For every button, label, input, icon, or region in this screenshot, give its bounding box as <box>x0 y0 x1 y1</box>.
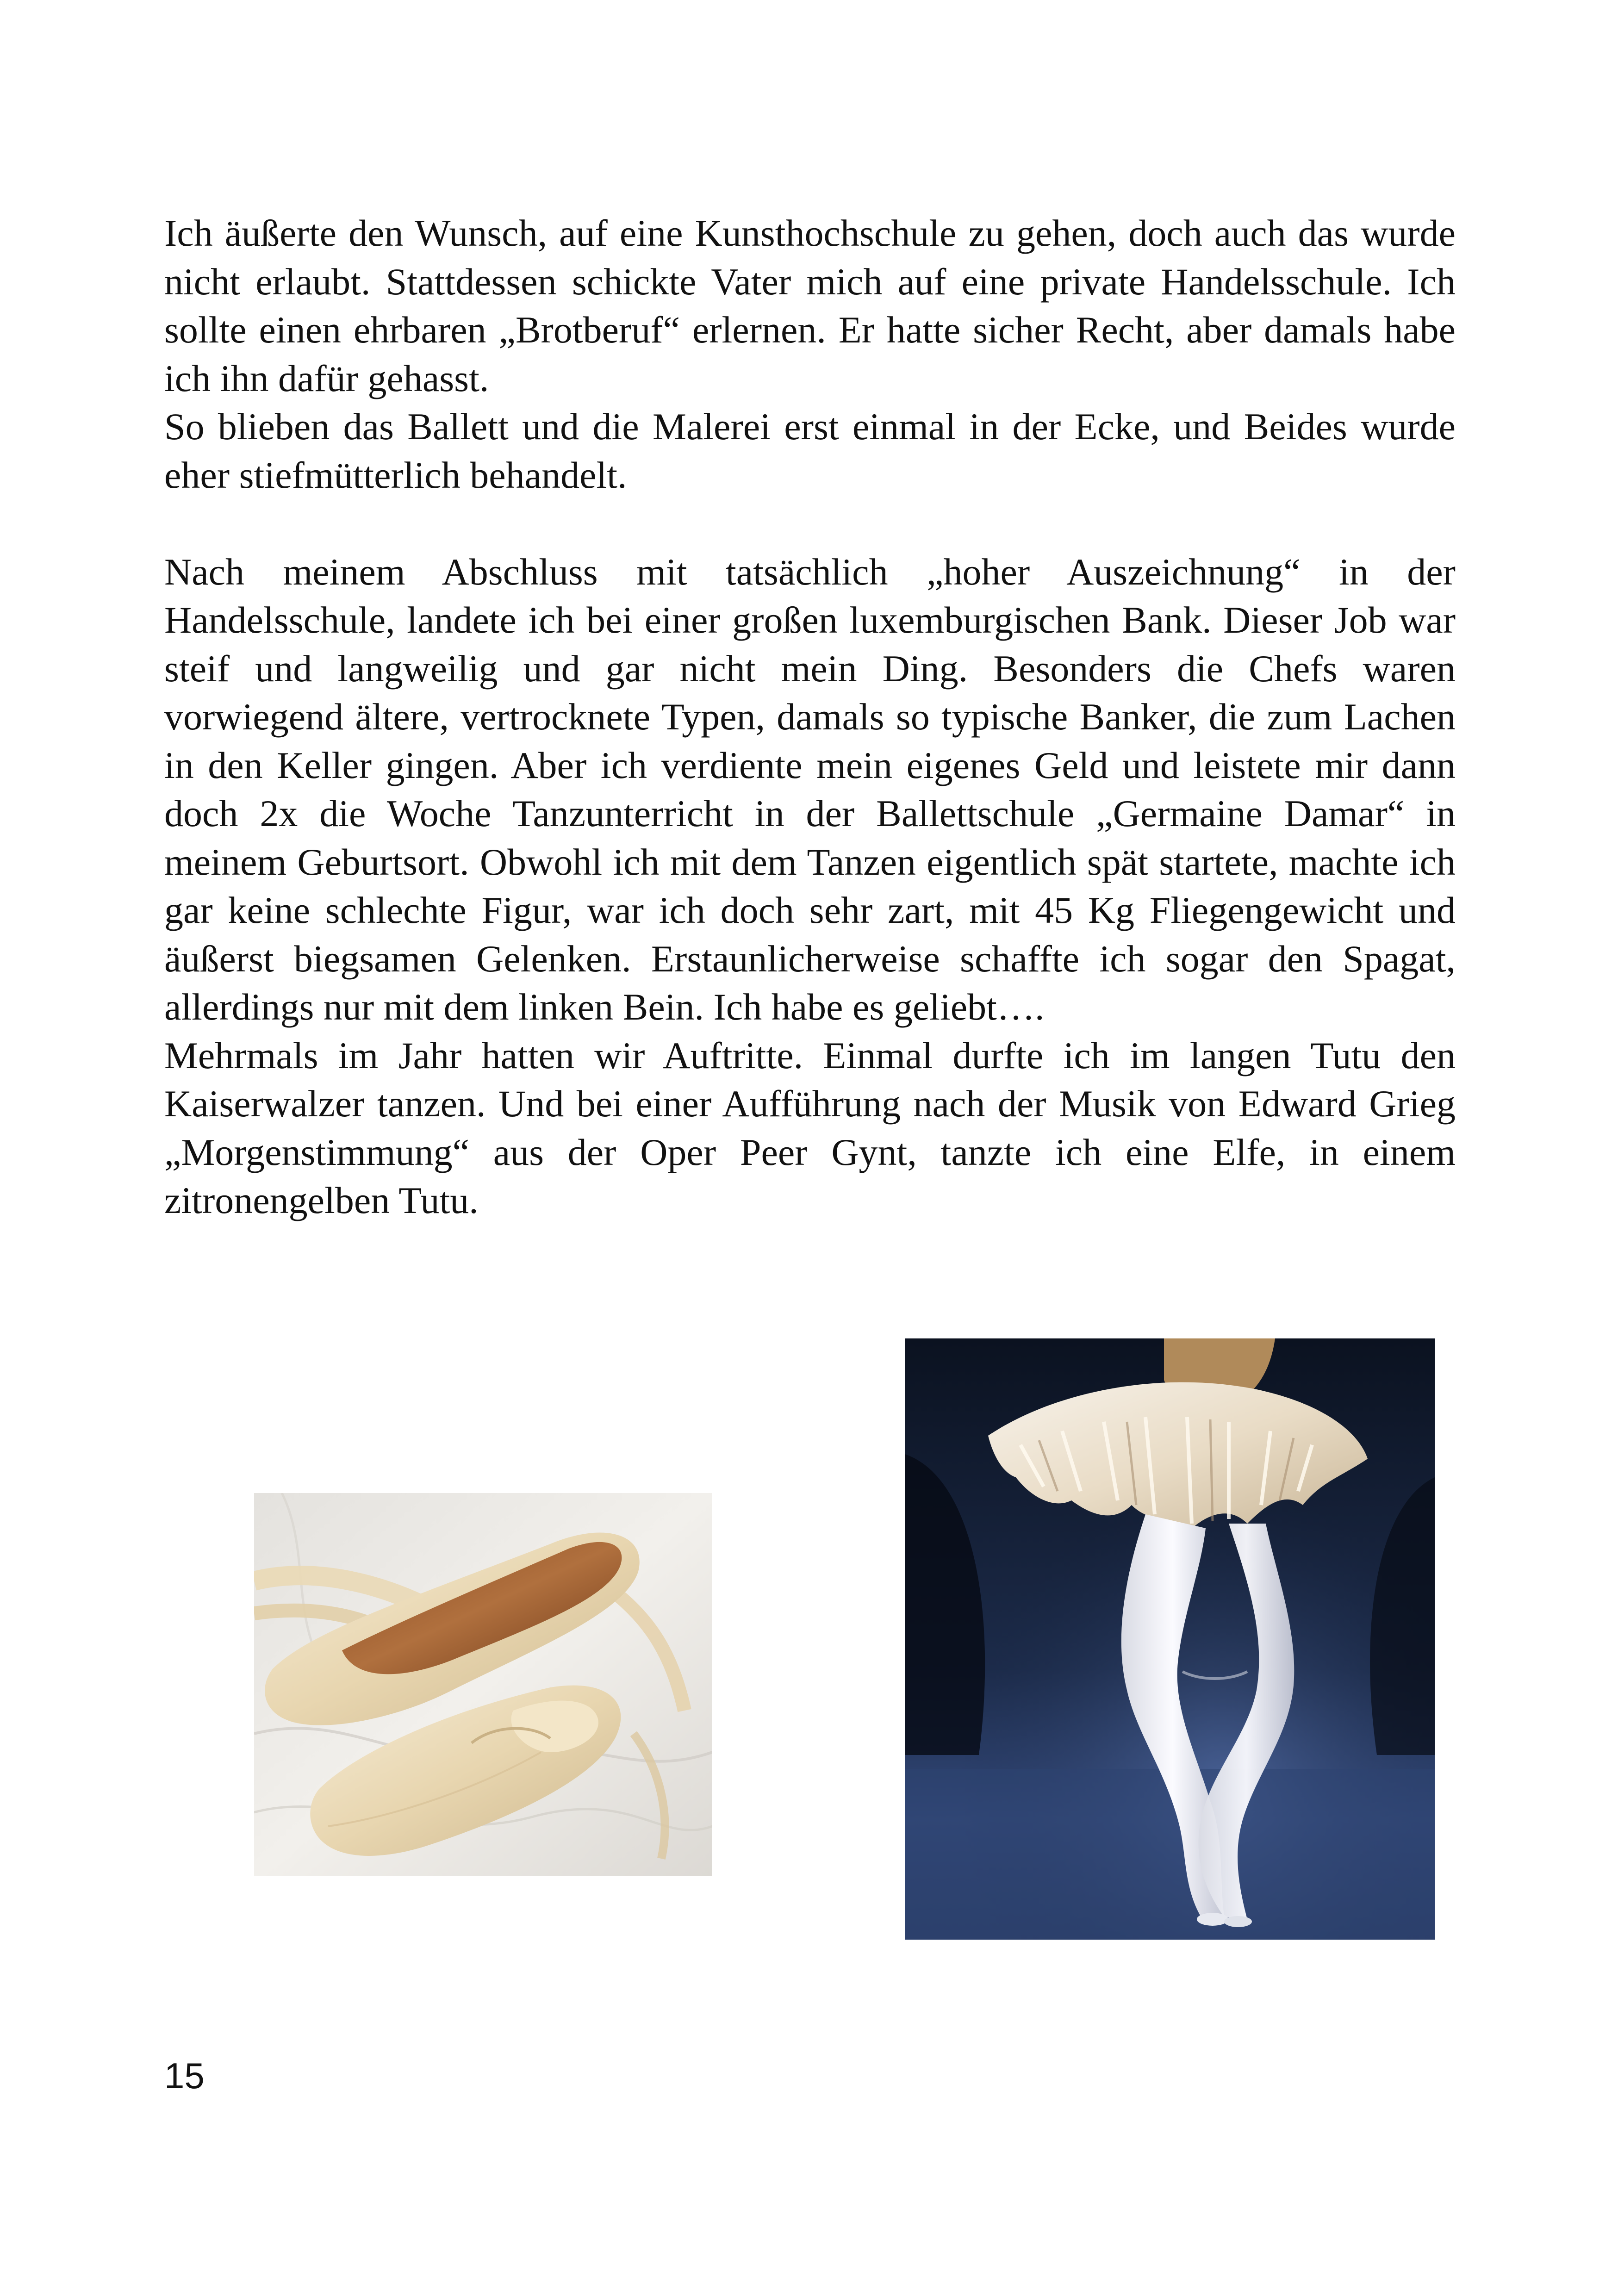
paragraph-1: Ich äußerte den Wunsch, auf eine Kunsthochschule zu gehen, doch auch das wurde nicht erlaubt. Stattdessen schickte Vater mich auf eine private Handelsschule. Ich sollte einen ehrbaren „Brotberuf“ erlernen. Er hatte sicher Recht, aber damals habe ich ihn dafür gehasst. <box>164 212 1456 399</box>
paragraph-3: Nach meinem Abschluss mit tatsächlich „hoher Auszeichnung“ in der Handelsschule, landete ich bei einer großen luxemburgischen Bank. Dieser Job war steif und langweilig und gar nicht mein Ding. Besonders die Chefs waren vorwiegend ältere, vertrocknete Typen, damals so typische Banker, die zum Lachen in den Keller gingen. Aber ich verdiente mein eigenes Geld und leistete mir dann doch 2x die Woche Tanzunterricht in der Ballettschule „Germaine Damar“ in meinem Geburtsort. Obwohl ich mit dem Tanzen eigentlich spät startete, machte ich gar keine schlechte Figur, war ich doch sehr zart, mit 45 Kg Fliegengewicht und äußerst biegsamen Gelenken. Erstaunlicherweise schaffte ich sogar den Spagat, allerdings nur mit dem linken Bein. Ich habe es geliebt…. <box>164 550 1456 1028</box>
page-number: 15 <box>164 2055 205 2096</box>
body-text <box>164 209 1456 1225</box>
pointe-shoes-photo <box>254 1493 712 1876</box>
ballerina-photo <box>905 1338 1435 1940</box>
paragraph-4: Mehrmals im Jahr hatten wir Auftritte. Einmal durfte ich im langen Tutu den Kaiserwalzer tanzen. Und bei einer Aufführung nach der Musik von Edward Grieg „Morgenstimmung“ aus der Oper Peer Gynt, tanzte ich eine Elfe, in einem zitronengelben Tutu. <box>164 1034 1456 1221</box>
pointe-shoes-image <box>254 1493 712 1876</box>
paragraph-2: So blieben das Ballett und die Malerei erst einmal in der Ecke, und Beides wurde eher stiefmütterlich behandelt. <box>164 405 1456 496</box>
ballerina-image <box>905 1338 1435 1940</box>
